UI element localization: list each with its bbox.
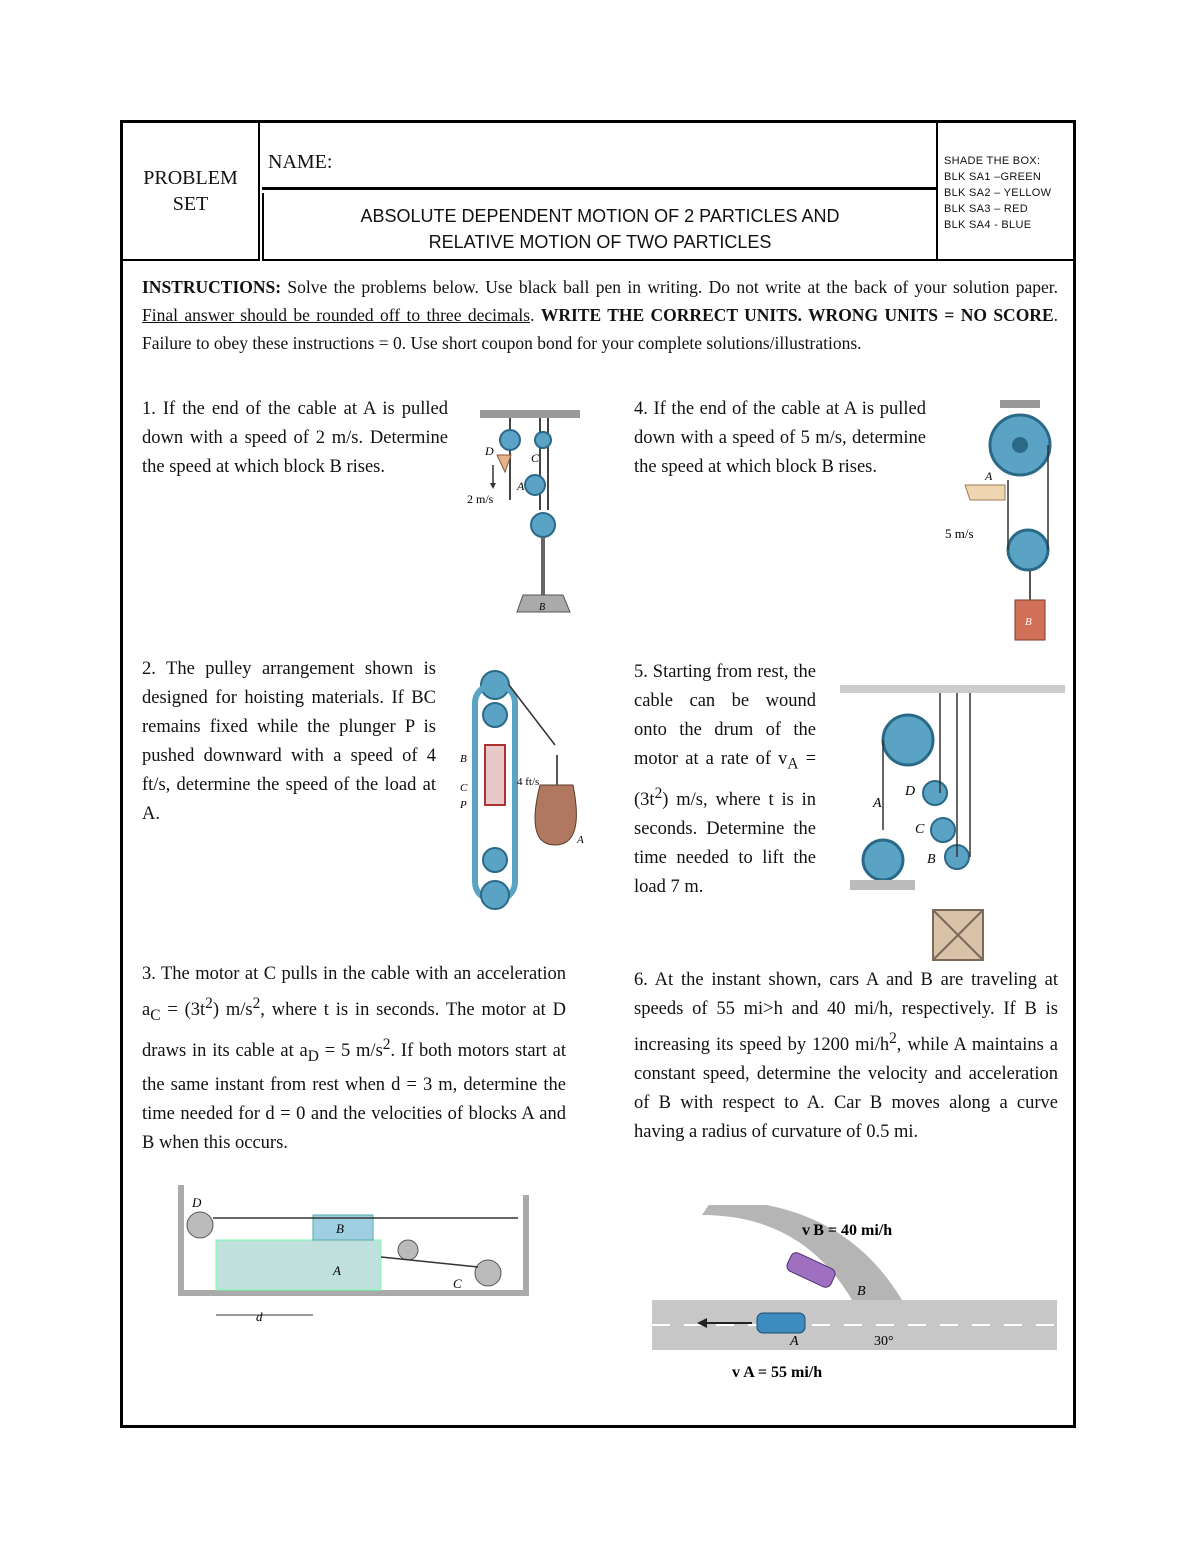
fig3-label-d: d xyxy=(256,1309,263,1324)
fig1-label-B: B xyxy=(539,602,546,613)
fig6-label-B: B xyxy=(857,1284,866,1299)
fig1-label-C: C xyxy=(531,451,540,465)
problem-2: 2. The pulley arrangement shown is designed for hoisting materials. If BC remains fixed while the plunger P is pushed downward with a speed of 4 ft/s, determine the speed of the load at A. xyxy=(142,659,436,824)
fig2-label-A: A xyxy=(577,834,584,846)
page-title xyxy=(262,193,936,261)
p6-sup: 2 xyxy=(889,1030,897,1047)
fig2-label-C: C xyxy=(460,782,468,794)
p6-text-b: , while A maintains a constant speed, determine the velocity and acceleration of B with respect to A. Car B moves along a curve having a radius of curvature of 0.5 mi. xyxy=(634,1035,1059,1143)
instructions-units-warning: WRITE THE CORRECT UNITS. WRONG UNITS = NO SCORE xyxy=(540,305,1054,325)
p3-sub-d: D xyxy=(307,1047,319,1065)
figure-2-hoist xyxy=(455,645,590,915)
fig1-speed-label: 2 m/s xyxy=(467,492,494,506)
problem-set-label xyxy=(123,123,260,261)
figure-3-motors xyxy=(148,1185,548,1330)
p6-text-a: 6. At the instant shown, cars A and B are traveling at speeds of 55 mi>h and 40 mi/h, respectively. If B is increasing its speed by 1200 mi/h xyxy=(634,970,1058,1056)
p5-text-c: ) m/s, where t is in seconds. Determine the time needed to lift the load 7 m. xyxy=(634,789,816,897)
fig5-label-C: C xyxy=(915,822,925,837)
fig2-speed-label: 4 ft/s xyxy=(517,776,540,788)
problem-5 xyxy=(634,658,816,902)
fig6-angle-label: 30° xyxy=(874,1334,894,1349)
p3-sub-c: C xyxy=(150,1006,161,1024)
p5-sub-a: A xyxy=(787,755,799,773)
fig5-label-D: D xyxy=(905,784,916,799)
p3-text-b: = (3t xyxy=(160,1000,206,1021)
fig6-vB-label: v B = 40 mi/h xyxy=(802,1222,893,1239)
instructions-text2: . xyxy=(530,305,541,325)
title-line1: ABSOLUTE DEPENDENT MOTION OF 2 PARTICLES AND xyxy=(360,206,840,226)
figure-4-pulley xyxy=(945,400,1065,645)
p3-text-f: . If both motors start at the same instant from rest when d = 3 m, determine the time needed for d = 0 and the velocities of blocks A and B when this occurs. xyxy=(142,1041,566,1153)
fig6-vA-label: v A = 55 mi/h xyxy=(732,1364,823,1381)
instructions-text1: Solve the problems below. Use black ball pen in writing. Do not write at the back of your solution paper. xyxy=(281,277,1058,297)
fig1-label-A: A xyxy=(517,479,525,493)
fig3-label-D: D xyxy=(192,1195,202,1210)
instructions xyxy=(142,273,1058,357)
name-field[interactable] xyxy=(262,123,936,190)
fig4-speed-label: 5 m/s xyxy=(945,526,974,541)
fig1-label-D: D xyxy=(485,444,494,458)
p3-sup-2: 2 xyxy=(252,995,261,1012)
p3-text-a: 3. The motor at C pulls in the cable with an acceleration a xyxy=(142,964,566,1021)
instructions-text3: . Failure to obey these instructions = 0. Use short coupon bond for your complete solutions/illustrations. xyxy=(142,305,1058,353)
fig3-label-B: B xyxy=(336,1221,344,1236)
fig6-label-A: A xyxy=(790,1334,799,1349)
p3-sup-3: 2 xyxy=(382,1035,391,1053)
shade-yellow: BLK SA2 – YELLOW xyxy=(944,187,1052,199)
instructions-underlined: Final answer should be rounded off to three decimals xyxy=(142,305,531,325)
problem-1: 1. If the end of the cable at A is pulled down with a speed of 2 m/s. Determine the speed at which block B rises. xyxy=(142,399,448,477)
shade-blue: BLK SA4 - BLUE xyxy=(944,219,1032,231)
fig5-label-A: A xyxy=(873,796,882,811)
problem-set-line1: PROBLEM xyxy=(143,167,238,189)
figure-5-motor-drum xyxy=(835,665,1065,965)
shade-red: BLK SA3 – RED xyxy=(944,203,1028,215)
p3-text-d: , where t is in seconds. The motor at D draws in its cable at a xyxy=(142,1000,567,1061)
instructions-label: INSTRUCTIONS: xyxy=(142,277,282,297)
figure-6-cars xyxy=(652,1205,1057,1390)
fig3-label-A: A xyxy=(333,1263,341,1278)
title-line2: RELATIVE MOTION OF TWO PARTICLES xyxy=(428,232,772,252)
problem-4: 4. If the end of the cable at A is pulled down with a speed of 5 m/s, determine the speed at which block B rises. xyxy=(634,399,926,477)
name-label: NAME: xyxy=(268,151,333,173)
p3-text-e: = 5 m/s xyxy=(318,1041,383,1061)
p5-text-a: 5. Starting from rest, the cable can be wound onto the drum of the motor at a rate of v xyxy=(634,662,816,769)
shade-green: BLK SA1 –GREEN xyxy=(944,171,1042,183)
problem-3 xyxy=(142,960,566,1158)
fig2-label-P: P xyxy=(460,799,467,811)
fig5-label-B: B xyxy=(927,852,936,867)
p5-sup-1: 2 xyxy=(654,784,663,802)
fig2-label-B: B xyxy=(460,753,467,765)
shade-box-legend xyxy=(936,123,1076,261)
p3-text-c: ) m/s xyxy=(212,1000,253,1021)
shade-title: SHADE THE BOX: xyxy=(944,155,1041,167)
fig4-label-A: A xyxy=(985,469,993,483)
fig3-label-C: C xyxy=(453,1276,462,1291)
ceiling xyxy=(480,410,580,418)
p3-sup-1: 2 xyxy=(205,995,213,1012)
fig4-label-B: B xyxy=(1025,616,1032,628)
figure-1-pulley xyxy=(455,400,580,625)
problem-6 xyxy=(634,966,1058,1147)
problem-set-line2: SET xyxy=(172,193,209,215)
p5-text-b: = (3t xyxy=(634,749,816,810)
